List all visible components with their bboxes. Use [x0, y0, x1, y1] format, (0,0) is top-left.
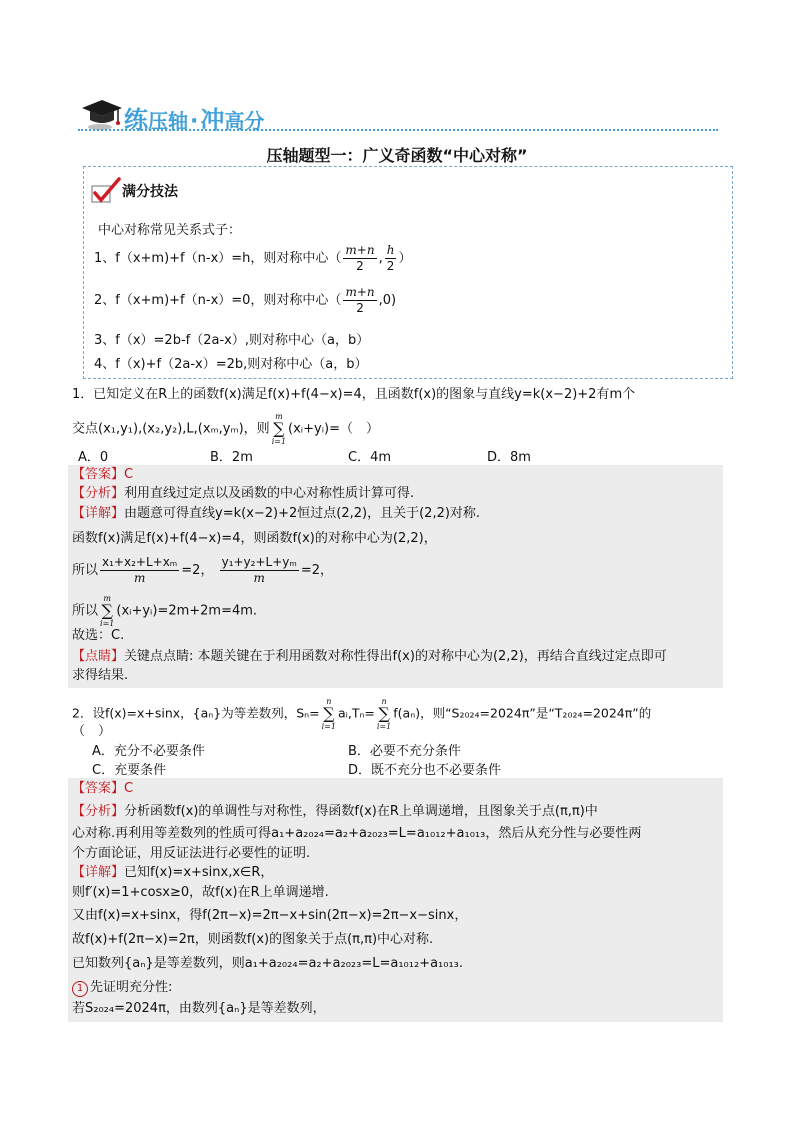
- q2-analysis-1: 【分析】分析函数f(x)的单调性与对称性，得函数f(x)在R上单调递增，且图象关于点(π,π)中: [72, 804, 598, 819]
- q2-option-c: C．充要条件: [92, 763, 167, 778]
- header-banner: [78, 94, 718, 134]
- q1-option-a: A．0: [78, 450, 109, 465]
- q1-stem-line1: 1．已知定义在R上的函数f(x)满足f(x)+f(4−x)=4，且函数f(x)的图象与直线y=k(x−2)+2有m个: [72, 387, 636, 402]
- method-rule-4: 4、f（x)+f（2a-x）=2b,则对称中心（a，b）: [94, 357, 368, 372]
- q2-answer: 【答案】C: [72, 781, 134, 796]
- q2-detail-1: 【详解】已知f(x)=x+sinx,x∈R，: [72, 865, 274, 880]
- q2-detail-3: 又由f(x)=x+sinx，得f(2π−x)=2π−x+sin(2π−x)=2π−x−sinx，: [72, 908, 468, 923]
- q1-detail-4: 所以 m ∑ i=1 (xᵢ+yᵢ)=2m+2m=4m.: [72, 594, 258, 628]
- logo-dot: ·: [190, 109, 199, 134]
- method-rule-3: 3、f（x）=2b-f（2a-x）,则对称中心（a，b）: [94, 333, 370, 348]
- q2-analysis-3: 个方面论证，用反证法进行必要性的证明.: [72, 846, 311, 861]
- checkmark-icon: [90, 177, 122, 205]
- logo-chong: 冲: [200, 106, 225, 134]
- q2-detail-6: 若S₂₀₂₄=2024π，由数列{aₙ}是等差数列，: [72, 1001, 326, 1016]
- logo-yazhou: 压轴: [148, 109, 188, 133]
- q2-analysis-2: 心对称.再利用等差数列的性质可得a₁+a₂₀₂₄=a₂+a₂₀₂₃=L=a₁₀₁₂+a₁₀₁₃，然后从充分性与必要性两: [72, 826, 642, 841]
- header-rule: [78, 129, 718, 131]
- logo-lian: 练: [124, 106, 148, 134]
- method-rule-1: 1、f（x+m)+f（n-x）=h，则对称中心（ $\frac{m+n}{2}$ , $\frac{h}{2}$ ）: [94, 243, 412, 273]
- q2-stem-line2: （ ）: [72, 724, 112, 739]
- q1-analysis: 【分析】利用直线过定点以及函数的中心对称性质计算可得.: [72, 486, 415, 501]
- q1-option-c: C．4m: [348, 450, 392, 465]
- method-box: [83, 166, 733, 379]
- q1-option-d: D．8m: [487, 450, 531, 465]
- q2-option-b: B．必要不充分条件: [348, 744, 461, 759]
- q2-option-d: D．既不充分也不必要条件: [348, 763, 502, 778]
- q2-detail-2: 则f′(x)=1+cosx≥0，故f(x)在R上单调递增.: [72, 885, 329, 900]
- q2-step-1: 1 先证明充分性:: [72, 979, 172, 997]
- q1-tip-2: 求得结果.: [72, 668, 129, 683]
- q1-stem-line2: 交点(x₁,y₁),(x₂,y₂),L,(xₘ,yₘ)，则 m ∑ i=1 (xᵢ+yᵢ)=（ ）: [72, 412, 380, 446]
- q1-option-b: B．2m: [210, 450, 253, 465]
- q2-option-a: A．充分不必要条件: [92, 744, 205, 759]
- q1-detail-1: 【详解】由题意可得直线y=k(x−2)+2恒过点(2,2)，且关于(2,2)对称.: [72, 506, 481, 521]
- q2-stem-line1: 2．设f(x)=x+sinx，{aₙ}为等差数列，Sₙ= n ∑ i=1 aᵢ,Tₙ= n ∑ i=1 f(aₙ)，则“S₂₀₂₄=2024π”是“T₂₀₂₄=2024π”的: [72, 697, 652, 731]
- q1-answer: 【答案】C: [72, 467, 134, 482]
- method-rule-2: 2、f（x+m)+f（n-x）=0，则对称中心（ $\frac{m+n}{2}$ ,0): [94, 285, 397, 315]
- q2-detail-4: 故f(x)+f(2π−x)=2π，则函数f(x)的图象关于点(π,π)中心对称.: [72, 932, 434, 947]
- q1-conclusion: 故选：C.: [72, 628, 125, 643]
- graduation-cap-icon: [78, 94, 126, 134]
- method-heading: 满分技法: [122, 184, 178, 200]
- q1-detail-3: 所以 $\frac{\text{x₁+x₂+L+xₘ}}{m}$ =2， $\frac{\text{y₁+y₂+L+yₘ}}{m}$ =2，: [72, 555, 334, 585]
- q1-detail-2: 函数f(x)满足f(x)+f(4−x)=4，则函数f(x)的对称中心为(2,2)，: [72, 531, 437, 546]
- method-intro: 中心对称常见关系式子：: [98, 223, 242, 238]
- logo-gaofen: 高分: [224, 109, 265, 133]
- topic-title: 压轴题型一：广义奇函数“中心对称”: [266, 146, 528, 165]
- q2-detail-5: 已知数列{aₙ}是等差数列，则a₁+a₂₀₂₄=a₂+a₂₀₂₃=L=a₁₀₁₂+a₁₀₁₃.: [72, 956, 464, 971]
- q1-tip-1: 【点睛】关键点点睛: 本题关键在于利用函数对称性得出f(x)的对称中心为(2,2)，再结合直线过定点即可: [72, 649, 667, 664]
